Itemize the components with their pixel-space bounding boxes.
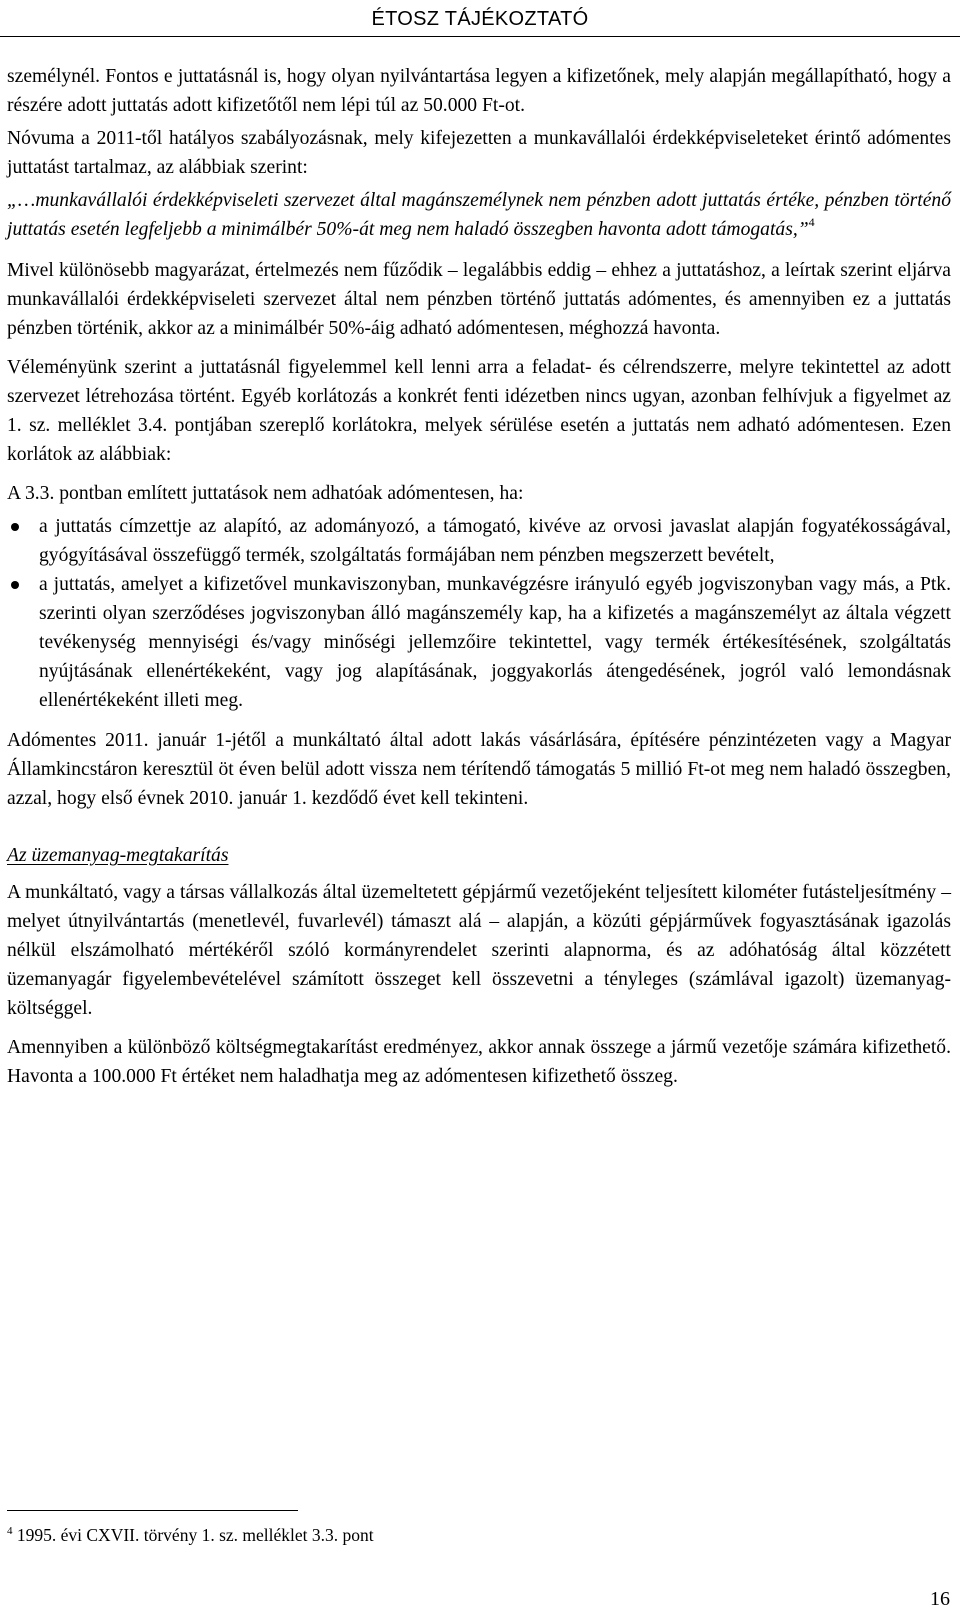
footnote [7,1524,374,1546]
list-item-text: a juttatás, amelyet a kifizetővel munkaviszonyban, munkavégzésre irányuló egyéb jogviszonyban vagy más, a Ptk. szerinti olyan szerződéses jogviszonyban álló magánszemély kap, ha a kifizetés a magánszemélyt az általa végzett tevékenység mennyiségi és/vagy minőségi jellemzőire tekintettel, vagy termék értékesítésének, szolgáltatás nyújtásának ellenértékeként, vagy jog alapításának, joggyakorlás átengedésének, jogról való lemondásnak ellenértékeként illeti meg. [39,574,951,711]
bullet-icon [11,581,19,589]
paragraph-3: Mivel különösebb magyarázat, értelmezés nem fűződik – legalábbis eddig – ehhez a juttatáshoz, a leírtak szerint eljárva munkavállalói érdekképviseleti szervezet által nem pénzben történő juttatás adómentes, és amennyiben ez a juttatás pénzben történik, akkor az a minimálbér 50%-áig adható adómentesen, méghozzá havonta. [7,260,951,339]
paragraph-2: Nóvuma a 2011-től hatályos szabályozásnak, mely kifejezetten a munkavállalói érdekképviseleteket érintő adómentes juttatást tartalmaz, az alábbiak szerint: [7,128,951,178]
paragraph-5: A 3.3. pontban említett juttatások nem adhatóak adómentesen, ha: [7,483,524,504]
list-item-text: a juttatás címzettje az alapító, az adományozó, a támogató, kivéve az orvosi javaslat alapján fogyatékosságával, gyógyításával összefüggő termék, szolgáltatás formájában nem pénzben megszerzett bevételt, [39,516,951,566]
bullet-icon [11,523,19,531]
header-rule [0,36,960,37]
paragraph-4: Véleményünk szerint a juttatásnál figyelemmel kell lenni arra a feladat- és célrendszerre, melyre tekintettel az adott szervezet létrehozása történt. Egyéb korlátozás a konkrét fenti idézetben nincs ugyan, azonban felhívjuk a figyelmet az 1. sz. melléklet 3.4. pontjában szereplő korlátokra, melyek sérülése esetén a juttatás nem adható adómentesen. Ezen korlátok az alábbiak: [7,357,951,465]
list-item [7,512,951,570]
footnote-text: 1995. évi CXVII. törvény 1. sz. melléklet 3.3. pont [16,1525,374,1545]
footnote-rule [7,1510,298,1511]
quote-text: „…munkavállalói érdekképviseleti szervezet által magánszemélynek nem pénzben adott juttatás értéke, pénzben történő juttatás esetén legfeljebb a minimálbér 50%-át meg nem haladó összegben havonta adott támogatás,” [7,190,951,240]
section-heading: Az üzemanyag-megtakarítás [7,845,229,866]
paragraph-6: Adómentes 2011. január 1-jétől a munkáltató által adott lakás vásárlására, építésére pénzintézeten vagy a Magyar Államkincstáron keresztül öt éven belül adott vissza nem térítendő támogatás 5 millió Ft-ot meg nem haladó összegben, azzal, hogy első évnek 2010. január 1. kezdődő évet kell tekinteni. [7,730,951,809]
paragraph-7: A munkáltató, vagy a társas vállalkozás által üzemeltetett gépjármű vezetőjeként teljesített kilométer futásteljesítmény – melyet útnyilvántartás (menetlevél, fuvarlevél) támaszt alá – alapján, a közúti gépjárművek fogyasztásának igazolás nélkül elszámolható mértékéről szóló kormányrendelet szerinti alapnorma, és az adóhatóság által közzétett üzemanyagár figyelembevételével számított összeget kell összevetni a tényleges (számlával igazolt) üzemanyagköltséggel. [7,882,951,1019]
bullet-list [7,512,951,715]
footnote-ref: 4 [808,215,815,229]
list-item [7,570,951,715]
running-header: ÉTOSZ TÁJÉKOZTATÓ [371,8,589,30]
legal-quote [7,186,951,244]
main-text [7,62,951,1101]
footnote-number: 4 [7,1525,13,1537]
paragraph-8: Amennyiben a különböző költségmegtakarítást eredményez, akkor annak összege a jármű vezetője számára kifizethető. Havonta a 100.000 Ft értéket nem haladhatja meg az adómentesen kifizethető összeg. [7,1037,951,1087]
paragraph-1: személynél. Fontos e juttatásnál is, hogy olyan nyilvántartása legyen a kifizetőnek, mely alapján megállapítható, hogy a részére adott juttatás adott kifizetőtől nem lépi túl az 50.000 Ft-ot. [7,66,951,116]
page-number: 16 [930,1588,950,1610]
